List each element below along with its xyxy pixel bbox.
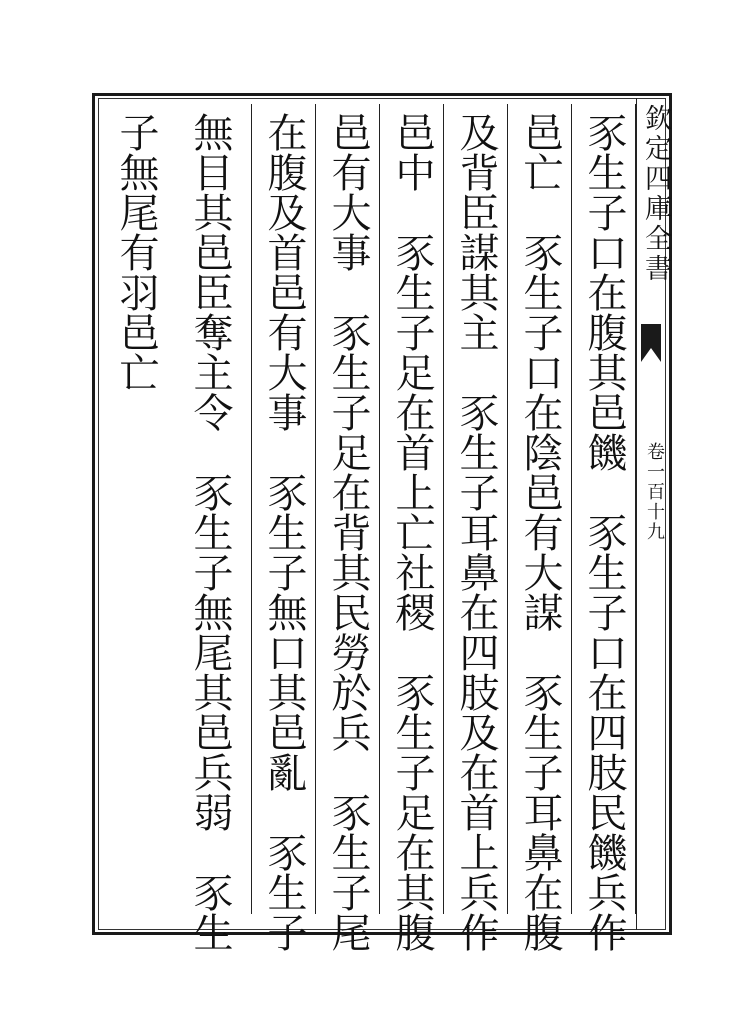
column-text: 邑中 豕生子足在首上亡社稷 豕生子足在其腹 (389, 112, 435, 952)
text-column-2 (508, 104, 572, 952)
column-text: 及背臣謀其主 豕生子耳鼻在四肢及在首上兵作 (453, 112, 499, 952)
column-text: 子無尾有羽邑亡 (113, 112, 159, 392)
text-column-4 (380, 104, 444, 952)
column-text: 豕生子口在腹其邑饑 豕生子口在四肢民饑兵作 (581, 112, 627, 952)
column-text: 在腹及首邑有大事 豕生子無口其邑亂 豕生子 (261, 112, 307, 952)
column-text: 邑亡 豕生子口在陰邑有大謀 豕生子耳鼻在腹 (517, 112, 563, 952)
text-column-5 (316, 104, 380, 952)
fish-tail-mark-icon (640, 322, 662, 364)
text-column-8 (104, 104, 168, 914)
book-title: 欽定四庫全書 (640, 104, 671, 284)
text-column-6 (252, 104, 316, 952)
volume-number: 卷一百十九 (644, 442, 665, 542)
text-column-1 (572, 104, 636, 952)
column-text: 邑有大事 豕生子足在背其民勞於兵 豕生子尾 (325, 112, 371, 952)
column-text: 無目其邑臣奪主令 豕生子無尾其邑兵弱 豕生 (187, 112, 233, 952)
text-column-3 (444, 104, 508, 952)
text-column-7 (170, 104, 252, 952)
